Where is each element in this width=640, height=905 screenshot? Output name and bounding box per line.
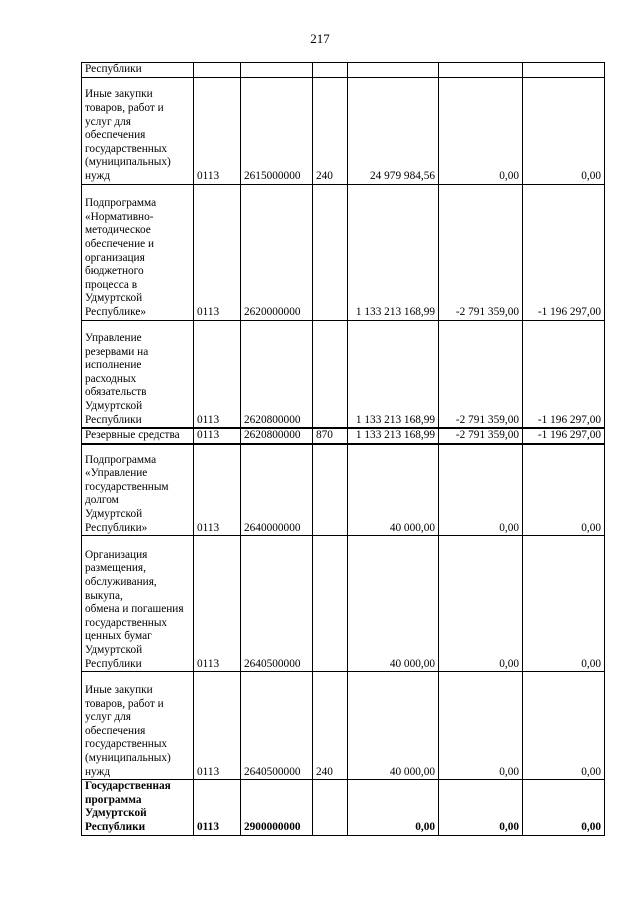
- amount-year3-cell: -1 196 297,00: [523, 184, 605, 320]
- target-article-cell: 2620000000: [241, 184, 313, 320]
- amount-year1-cell: 24 979 984,56: [348, 77, 439, 184]
- amount-year1-cell: 0,00: [348, 780, 439, 835]
- table-row: [82, 320, 605, 428]
- target-article-cell: 2900000000: [241, 780, 313, 835]
- section-code-cell: 0113: [194, 320, 241, 428]
- amount-year1-cell: 40 000,00: [348, 444, 439, 536]
- expense-type-cell: [313, 320, 348, 428]
- row-name-cell: Подпрограмма «Нормативно- методическое обеспечение и организация бюджетного процесса в Удмуртской Республике»: [82, 184, 194, 320]
- expense-type-cell: [313, 63, 348, 78]
- table-row: [82, 428, 605, 444]
- amount-year3-cell: 0,00: [523, 536, 605, 672]
- target-article-cell: 2640500000: [241, 536, 313, 672]
- amount-year3-cell: 0,00: [523, 780, 605, 835]
- section-code-cell: 0113: [194, 184, 241, 320]
- section-code-cell: 0113: [194, 780, 241, 835]
- table-row: [82, 444, 605, 536]
- amount-year2-cell: [439, 63, 523, 78]
- expense-type-cell: [313, 536, 348, 672]
- amount-year3-cell: [523, 63, 605, 78]
- section-code-cell: 0113: [194, 444, 241, 536]
- target-article-cell: 2615000000: [241, 77, 313, 184]
- row-name-cell: Республики: [82, 63, 194, 78]
- page-number: 217: [310, 31, 330, 46]
- row-name-cell: Подпрограмма «Управление государственным долгом Удмуртской Республики»: [82, 444, 194, 536]
- amount-year2-cell: -2 791 359,00: [439, 320, 523, 428]
- section-code-cell: 0113: [194, 428, 241, 444]
- budget-table: [81, 62, 605, 836]
- amount-year3-cell: 0,00: [523, 444, 605, 536]
- target-article-cell: 2640000000: [241, 444, 313, 536]
- amount-year2-cell: 0,00: [439, 780, 523, 835]
- amount-year1-cell: 1 133 213 168,99: [348, 320, 439, 428]
- amount-year1-cell: 1 133 213 168,99: [348, 428, 439, 444]
- amount-year2-cell: 0,00: [439, 444, 523, 536]
- table-row: [82, 780, 605, 835]
- section-code-cell: 0113: [194, 536, 241, 672]
- expense-type-cell: [313, 780, 348, 835]
- row-name-cell: Организация размещения, обслуживания, выкупа, обмена и погашения государственных ценных бумаг Удмуртской Республики: [82, 536, 194, 672]
- expense-type-cell: 240: [313, 77, 348, 184]
- row-name-cell: Иные закупки товаров, работ и услуг для обеспечения государственных (муниципальных) нужд: [82, 77, 194, 184]
- amount-year3-cell: -1 196 297,00: [523, 428, 605, 444]
- amount-year1-cell: [348, 63, 439, 78]
- table-row: [82, 184, 605, 320]
- table-row: [82, 63, 605, 78]
- target-article-cell: 2620800000: [241, 428, 313, 444]
- amount-year2-cell: 0,00: [439, 77, 523, 184]
- section-code-cell: 0113: [194, 672, 241, 780]
- expense-type-cell: 240: [313, 672, 348, 780]
- section-code-cell: 0113: [194, 77, 241, 184]
- row-name-cell: Иные закупки товаров, работ и услуг для обеспечения государственных (муниципальных) нужд: [82, 672, 194, 780]
- table-row: [82, 536, 605, 672]
- expense-type-cell: 870: [313, 428, 348, 444]
- table-body: [82, 63, 605, 836]
- amount-year2-cell: -2 791 359,00: [439, 184, 523, 320]
- table-row: [82, 77, 605, 184]
- amount-year3-cell: 0,00: [523, 77, 605, 184]
- amount-year1-cell: 40 000,00: [348, 536, 439, 672]
- target-article-cell: 2620800000: [241, 320, 313, 428]
- table-row: [82, 672, 605, 780]
- row-name-cell: Государственная программа Удмуртской Республики: [82, 780, 194, 835]
- amount-year2-cell: 0,00: [439, 672, 523, 780]
- amount-year1-cell: 40 000,00: [348, 672, 439, 780]
- section-code-cell: [194, 63, 241, 78]
- amount-year3-cell: -1 196 297,00: [523, 320, 605, 428]
- row-name-cell: Управление резервами на исполнение расходных обязательств Удмуртской Республики: [82, 320, 194, 428]
- amount-year1-cell: 1 133 213 168,99: [348, 184, 439, 320]
- row-name-cell: Резервные средства: [82, 428, 194, 444]
- target-article-cell: [241, 63, 313, 78]
- amount-year2-cell: 0,00: [439, 536, 523, 672]
- expense-type-cell: [313, 444, 348, 536]
- expense-type-cell: [313, 184, 348, 320]
- amount-year3-cell: 0,00: [523, 672, 605, 780]
- amount-year2-cell: -2 791 359,00: [439, 428, 523, 444]
- target-article-cell: 2640500000: [241, 672, 313, 780]
